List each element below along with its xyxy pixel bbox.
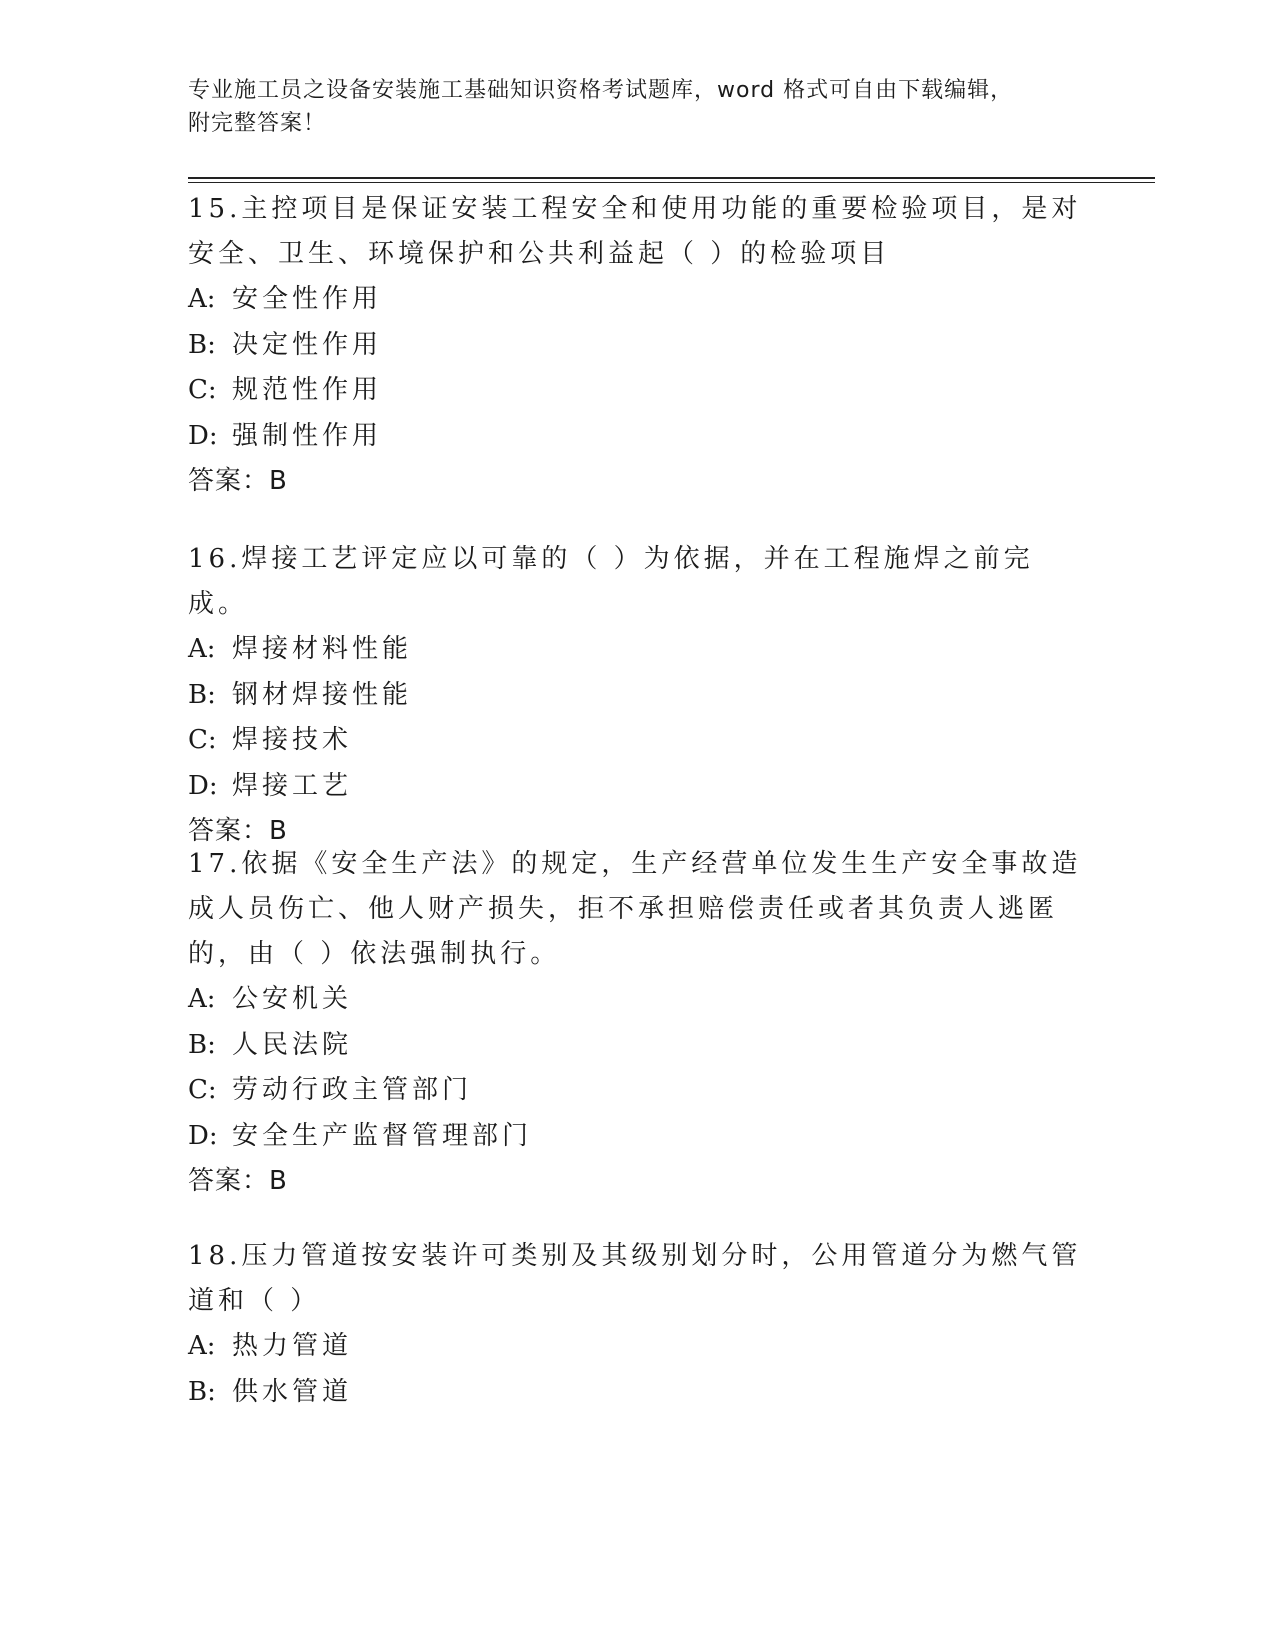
question-stem: 17.依据《安全生产法》的规定，生产经营单位发生生产安全事故造成人员伤亡、他人财产损失，拒不承担赔偿责任或者其负责人逃匿的，由（ ）依法强制执行。 [188,849,1082,969]
option-key: D: [188,770,218,801]
option-key: C: [188,375,217,405]
option-b [188,673,1088,719]
question-17 [188,842,1088,1205]
option-a [188,277,1088,323]
option-key: C: [188,725,217,755]
option-text: 劳动行政主管部门 [232,1075,473,1105]
question-stem: 16.焊接工艺评定应以可靠的（ ）为依据，并在工程施焊之前完成。 [188,544,1034,619]
answer-line: 答案：B [188,466,288,496]
header-divider-thick [188,177,1155,179]
option-text: 规范性作用 [232,375,383,405]
header-intro-line-1: 专业施工员之设备安装施工基础知识资格考试题库，word 格式可自由下载编辑， [188,78,1014,103]
option-key: B: [188,679,216,710]
question-16 [188,537,1088,855]
option-key: A: [188,1331,216,1361]
option-text: 焊接材料性能 [232,634,413,664]
option-a [188,1324,1088,1370]
header-intro-line-2: 附完整答案！ [188,111,327,136]
option-text: 公安机关 [232,984,353,1014]
option-text: 安全生产监督管理部门 [232,1120,533,1151]
option-a [188,627,1088,673]
option-text: 焊接工艺 [232,770,353,801]
option-c [188,368,1088,414]
question-15 [188,187,1088,505]
option-b [188,1370,1088,1416]
option-text: 强制性作用 [232,420,383,451]
question-stem: 15.主控项目是保证安装工程安全和使用功能的重要检验项目，是对安全、卫生、环境保护和公共利益起（ ）的检验项目 [188,194,1082,269]
option-key: B: [188,1376,216,1407]
option-key: B: [188,1029,216,1060]
option-a [188,977,1088,1023]
answer-line: 答案：B [188,816,288,846]
option-text: 决定性作用 [232,329,383,360]
option-text: 安全性作用 [232,284,383,314]
option-text: 焊接技术 [232,725,353,755]
option-d [188,764,1088,810]
option-text: 钢材焊接性能 [232,679,413,710]
document-header [188,74,1088,140]
option-key: D: [188,420,218,451]
option-key: A: [188,984,216,1014]
option-d [188,1114,1088,1160]
option-b [188,1023,1088,1069]
option-b [188,323,1088,369]
option-key: B: [188,329,216,360]
option-key: A: [188,634,216,664]
option-c [188,718,1088,764]
option-key: D: [188,1120,218,1151]
option-c [188,1068,1088,1114]
option-text: 人民法院 [232,1029,353,1060]
option-key: C: [188,1075,217,1105]
option-text: 热力管道 [232,1331,353,1361]
option-key: A: [188,284,216,314]
option-d [188,414,1088,460]
header-divider-thin [188,182,1155,183]
question-stem: 18.压力管道按安装许可类别及其级别划分时，公用管道分为燃气管道和（ ） [188,1241,1082,1316]
option-text: 供水管道 [232,1376,353,1407]
question-18 [188,1234,1088,1415]
answer-line: 答案：B [188,1166,288,1196]
